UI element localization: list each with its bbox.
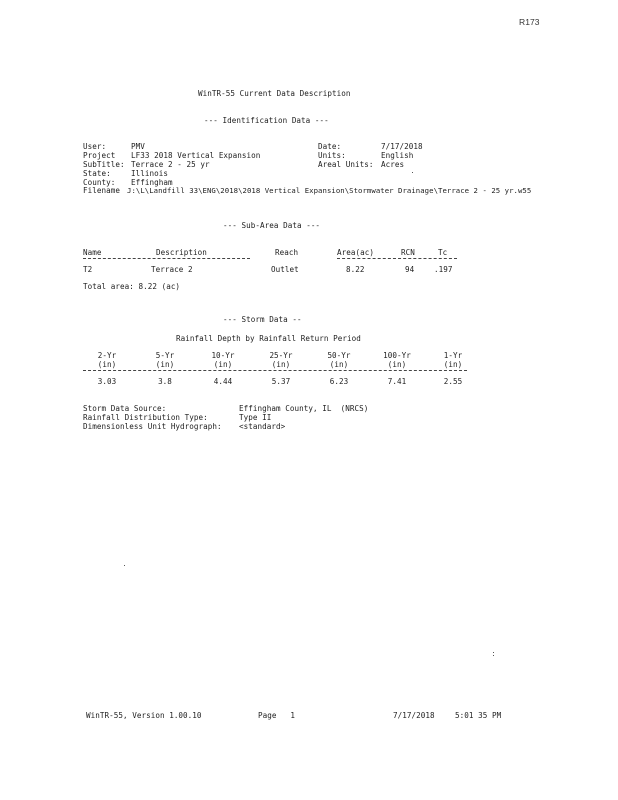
unit-5yr: (in) bbox=[155, 360, 175, 369]
project-label: Project bbox=[83, 151, 116, 160]
col-reach: Reach bbox=[275, 248, 299, 257]
county-value: Effingham bbox=[131, 178, 173, 187]
storm-heading: --- Storm Data -- bbox=[223, 315, 302, 324]
period-100yr: 100-Yr bbox=[383, 351, 411, 360]
depth-5yr: 3.8 bbox=[158, 377, 172, 386]
subarea-row-rcn: 94 bbox=[405, 265, 415, 274]
filename-label: Filename bbox=[83, 186, 120, 195]
unit-1yr: (in) bbox=[443, 360, 463, 369]
subarea-row-area: 8.22 bbox=[346, 265, 365, 274]
areal-units-value: Acres bbox=[381, 160, 405, 169]
state-label: State: bbox=[83, 169, 111, 178]
depth-50yr: 6.23 bbox=[329, 377, 349, 386]
col-description: Description bbox=[156, 248, 207, 257]
subarea-header-rule-left bbox=[83, 258, 250, 259]
subtitle-label: SubTitle: bbox=[83, 160, 125, 169]
scan-speck bbox=[412, 172, 413, 173]
user-label: User: bbox=[83, 142, 107, 151]
period-25yr: 25-Yr bbox=[269, 351, 293, 360]
scan-speck bbox=[124, 565, 125, 566]
scan-speck bbox=[493, 655, 494, 656]
period-2yr: 2-Yr bbox=[97, 351, 117, 360]
subarea-row-reach: Outlet bbox=[271, 265, 299, 274]
report-title: WinTR-55 Current Data Description bbox=[198, 89, 351, 98]
footer-version: WinTR-55, Version 1.00.10 bbox=[86, 711, 202, 720]
filename-value: J:\L\Landfill 33\ENG\2018\2018 Vertical Expansion\Stormwater Drainage\Terrace 2 - 25 yr.w55 bbox=[127, 186, 532, 195]
footer-page: Page 1 bbox=[258, 711, 295, 720]
subarea-row-name: T2 bbox=[83, 265, 93, 274]
depth-25yr: 5.37 bbox=[271, 377, 291, 386]
col-rcn: RCN bbox=[401, 248, 415, 257]
storm-source-label: Storm Data Source: bbox=[83, 404, 167, 413]
period-1yr: 1-Yr bbox=[443, 351, 463, 360]
user-value: PMV bbox=[131, 142, 145, 151]
unit-25yr: (in) bbox=[271, 360, 291, 369]
subarea-heading: --- Sub-Area Data --- bbox=[223, 221, 321, 230]
depth-100yr: 7.41 bbox=[387, 377, 407, 386]
storm-header-rule bbox=[83, 370, 467, 371]
col-tc: Tc bbox=[438, 248, 448, 257]
date-value: 7/17/2018 bbox=[381, 142, 423, 151]
distribution-label: Rainfall Distribution Type: bbox=[83, 413, 208, 422]
depth-2yr: 3.03 bbox=[97, 377, 117, 386]
unit-2yr: (in) bbox=[97, 360, 117, 369]
unit-hydrograph-label: Dimensionless Unit Hydrograph: bbox=[83, 422, 222, 431]
identification-heading: --- Identification Data --- bbox=[204, 116, 329, 125]
storm-source-value: Effingham County, IL (NRCS) bbox=[239, 404, 369, 413]
units-label: Units: bbox=[318, 151, 346, 160]
project-value: LF33 2018 Vertical Expansion bbox=[131, 151, 261, 160]
period-5yr: 5-Yr bbox=[155, 351, 175, 360]
col-name: Name bbox=[83, 248, 102, 257]
scan-speck bbox=[493, 652, 494, 653]
distribution-value: Type II bbox=[239, 413, 272, 422]
subtitle-value: Terrace 2 - 25 yr bbox=[131, 160, 210, 169]
subarea-row-description: Terrace 2 bbox=[151, 265, 193, 274]
subarea-header-rule-right bbox=[337, 258, 457, 259]
unit-hydrograph-value: <standard> bbox=[239, 422, 286, 431]
unit-50yr: (in) bbox=[329, 360, 349, 369]
state-value: Illinois bbox=[131, 169, 168, 178]
depth-10yr: 4.44 bbox=[213, 377, 233, 386]
depth-1yr: 2.55 bbox=[443, 377, 463, 386]
page-reference: R173 bbox=[519, 17, 540, 27]
period-10yr: 10-Yr bbox=[211, 351, 235, 360]
footer-time: 5:01 35 PM bbox=[455, 711, 502, 720]
storm-subheading: Rainfall Depth by Rainfall Return Period bbox=[176, 334, 361, 343]
county-label: County: bbox=[83, 178, 116, 187]
subarea-row-tc: .197 bbox=[434, 265, 453, 274]
areal-units-label: Areal Units: bbox=[318, 160, 374, 169]
period-50yr: 50-Yr bbox=[327, 351, 351, 360]
unit-100yr: (in) bbox=[387, 360, 407, 369]
col-area: Area(ac) bbox=[337, 248, 374, 257]
units-value: English bbox=[381, 151, 414, 160]
total-area: Total area: 8.22 (ac) bbox=[83, 282, 181, 291]
footer-date: 7/17/2018 bbox=[393, 711, 435, 720]
unit-10yr: (in) bbox=[213, 360, 233, 369]
date-label: Date: bbox=[318, 142, 342, 151]
